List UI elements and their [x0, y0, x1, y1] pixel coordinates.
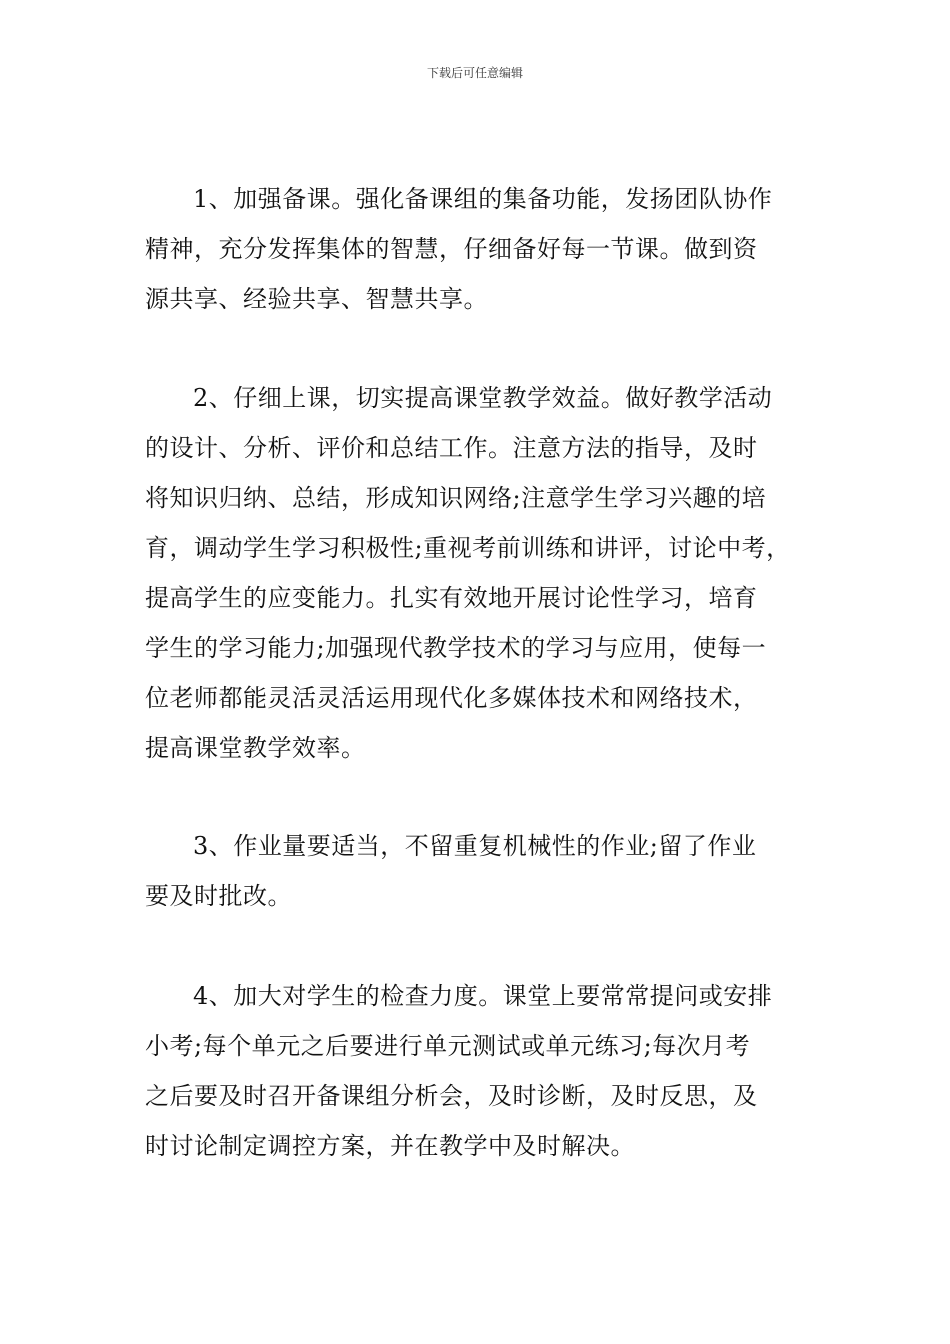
- paragraph-line: 源共享、经验共享、智慧共享。: [145, 285, 488, 313]
- paragraph-line: 将知识归纳、总结，形成知识网络;注意学生学习兴趣的培: [145, 484, 767, 512]
- paragraph-line: 小考;每个单元之后要进行单元测试或单元练习;每次月考: [145, 1032, 751, 1060]
- paragraph-line: 之后要及时召开备课组分析会，及时诊断，及时反思，及: [145, 1082, 758, 1110]
- paragraph-line: 4、加大对学生的检查力度。课堂上要常常提问或安排: [193, 982, 773, 1010]
- paragraph-line: 学生的学习能力;加强现代教学技术的学习与应用，使每一: [145, 634, 767, 662]
- paragraph-line: 1、加强备课。强化备课组的集备功能，发扬团队协作: [193, 185, 773, 213]
- paragraph-line: 育，调动学生学习积极性;重视考前训练和讲评，讨论中考，: [145, 534, 791, 562]
- paragraph-line: 3、作业量要适当，不留重复机械性的作业;留了作业: [193, 832, 757, 860]
- paragraph-line: 2、仔细上课，切实提高课堂教学效益。做好教学活动: [193, 384, 773, 412]
- paragraph-line: 提高学生的应变能力。扎实有效地开展讨论性学习，培育: [145, 584, 758, 612]
- paragraph-line: 精神，充分发挥集体的智慧，仔细备好每一节课。做到资: [145, 235, 758, 263]
- paragraph-line: 时讨论制定调控方案，并在教学中及时解决。: [145, 1132, 635, 1160]
- paragraph-line: 要及时批改。: [145, 882, 292, 910]
- page-header: 下载后可任意编辑: [426, 66, 523, 80]
- paragraph-line: 的设计、分析、评价和总结工作。注意方法的指导，及时: [145, 434, 758, 462]
- paragraph-line: 位老师都能灵活灵活运用现代化多媒体技术和网络技术，: [145, 684, 758, 712]
- paragraph-line: 提高课堂教学效率。: [145, 734, 366, 762]
